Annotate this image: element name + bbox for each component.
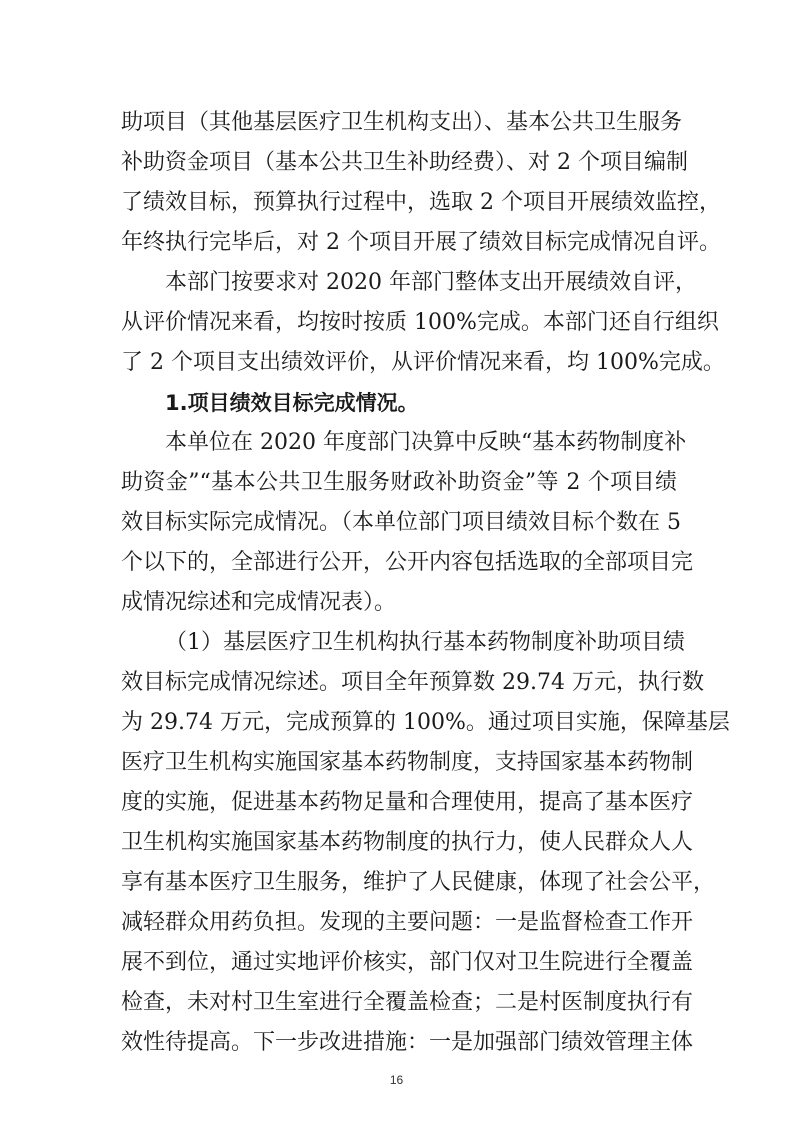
page-number: 16: [389, 1073, 404, 1087]
paragraph-line: 从评价情况来看，均按时按质 100%完成。本部门还自行组织: [121, 310, 719, 335]
paragraph-line: 补助资金项目（基本公共卫生补助经费）、对 2 个项目编制: [121, 150, 688, 175]
paragraph-line: 效性待提高。下一步改进措施：一是加强部门绩效管理主体: [121, 1030, 694, 1055]
section-heading: 1.项目绩效目标完成情况。: [165, 391, 419, 415]
paragraph-line: 效目标实际完成情况。（本单位部门项目绩效目标个数在 5: [121, 510, 681, 535]
paragraph-line: 了 2 个项目支出绩效评价，从评价情况来看，均 100%完成。: [121, 350, 725, 375]
paragraph-line: 医疗卫生机构实施国家基本药物制度，支持国家基本药物制: [121, 750, 694, 775]
paragraph-line: （1）基层医疗卫生机构执行基本药物制度补助项目绩: [165, 630, 685, 655]
paragraph-line: 个以下的，全部进行公开，公开内容包括选取的全部项目完: [121, 550, 694, 575]
paragraph-line: 为 29.74 万元，完成预算的 100%。通过项目实施，保障基层: [121, 710, 730, 735]
paragraph-line: 本单位在 2020 年度部门决算中反映“基本药物制度补: [165, 430, 687, 455]
paragraph-line: 检查，未对村卫生室进行全覆盖检查；二是村医制度执行有: [121, 990, 694, 1015]
paragraph-line: 助项目（其他基层医疗卫生机构支出）、基本公共卫生服务: [121, 110, 683, 135]
paragraph-line: 减轻群众用药负担。发现的主要问题：一是监督检查工作开: [121, 910, 694, 935]
paragraph-line: 度的实施，促进基本药物足量和合理使用，提高了基本医疗: [121, 790, 694, 815]
paragraph-line: 享有基本医疗卫生服务，维护了人民健康，体现了社会公平，: [121, 870, 716, 895]
paragraph-line: 效目标完成情况综述。项目全年预算数 29.74 万元，执行数: [121, 670, 704, 695]
paragraph-line: 展不到位，通过实地评价核实，部门仅对卫生院进行全覆盖: [121, 950, 694, 975]
paragraph-line: 本部门按要求对 2020 年部门整体支出开展绩效自评，: [165, 270, 697, 295]
paragraph-line: 助资金”“基本公共卫生服务财政补助资金”等 2 个项目绩: [121, 470, 677, 495]
paragraph-line: 年终执行完毕后，对 2 个项目开展了绩效目标完成情况自评。: [121, 230, 721, 255]
paragraph-line: 成情况综述和完成情况表）。: [121, 590, 397, 615]
paragraph-line: 卫生机构实施国家基本药物制度的执行力，使人民群众人人: [121, 830, 694, 855]
paragraph-line: 了绩效目标，预算执行过程中，选取 2 个项目开展绩效监控，: [121, 190, 721, 215]
